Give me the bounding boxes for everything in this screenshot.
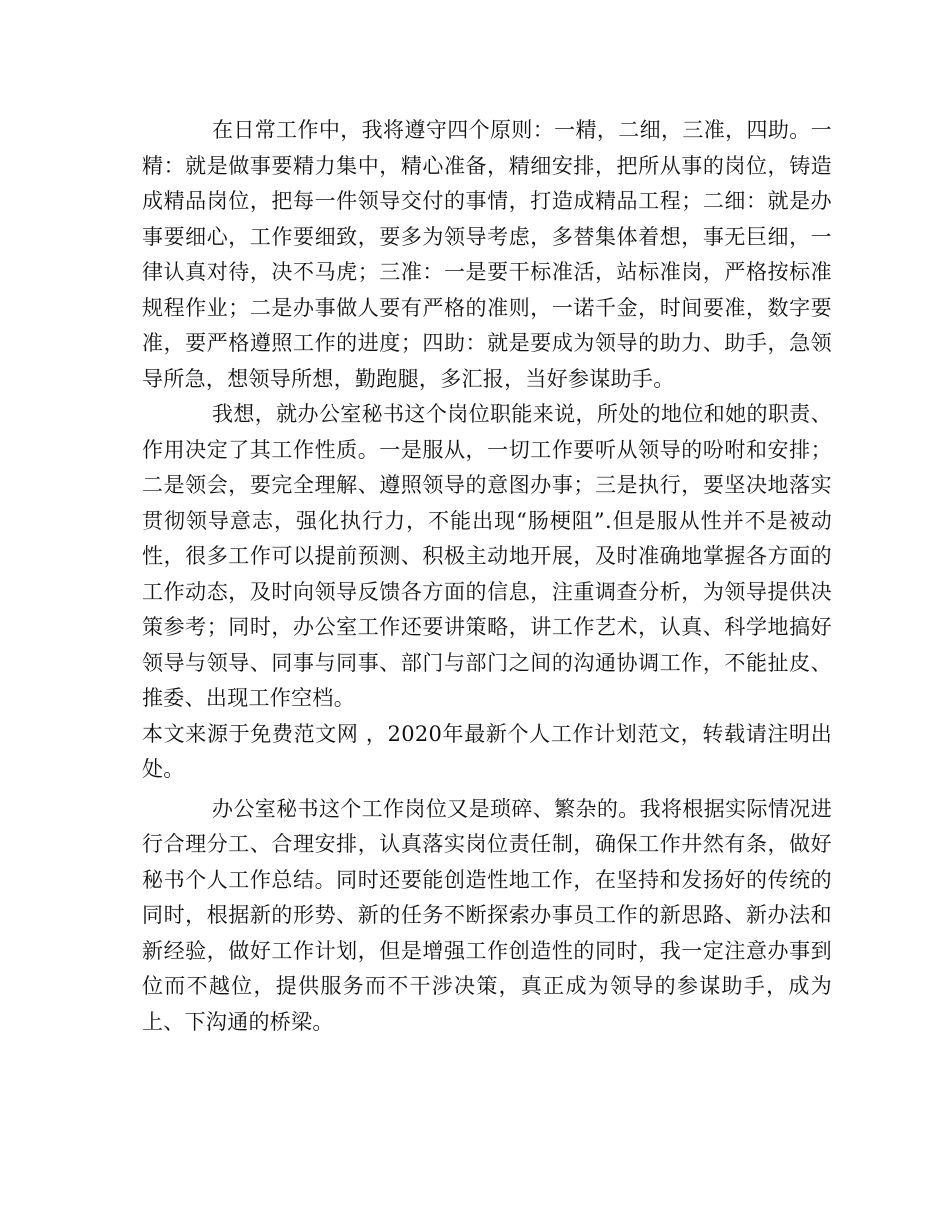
- document-body: [142, 113, 832, 1040]
- paragraph-work-arrangement: 办公室秘书这个工作岗位又是琐碎、繁杂的。我将根据实际情况进行合理分工、合理安排，认真落实岗位责任制，确保工作井然有条，做好秘书个人工作总结。同时还要能创造性地工作，在坚持和发扬好的传统的同时，根据新的形势、新的任务不断探索办事员工作的新思路、新办法和新经验，做好工作计划，但是增强工作创造性的同时，我一定注意办事到位而不越位，提供服务而不干涉决策，真正成为领导的参谋助手，成为上、下沟通的桥梁。: [142, 796, 832, 1034]
- paragraph-four-principles: 在日常工作中，我将遵守四个原则：一精，二细，三准，四助。一精：就是做事要精力集中，精心准备，精细安排，把所从事的岗位，铸造成精品岗位，把每一件领导交付的事情，打造成精品工程；二细：就是办事要细心，工作要细致，要多为领导考虑，多替集体着想，事无巨细，一律认真对待，决不马虎；三准：一是要干标准活，站标准岗，严格按标准规程作业；二是办事做人要有严格的准则，一诺千金，时间要准，数字要准，要严格遵照工作的进度；四助：就是要成为领导的助力、助手，急领导所急，想领导所想，勤跑腿，多汇报，当好参谋助手。: [142, 118, 832, 391]
- source-note: 本文来源于免费范文网 ，2020年最新个人工作计划范文，转载请注明出处。: [142, 721, 832, 781]
- paragraph-secretary-role: 我想，就办公室秘书这个岗位职能来说，所处的地位和她的职责、作用决定了其工作性质。一是服从，一切工作要听从领导的吩咐和安排；二是领会，要完全理解、遵照领导的意图办事；三是执行，要坚决地落实贯彻领导意志，强化执行力，不能出现“肠梗阻”.但是服从性并不是被动性，很多工作可以提前预测、积极主动地开展，及时准确地掌握各方面的工作动态，及时向领导反馈各方面的信息，注重调查分析，为领导提供决策参考；同时，办公室工作还要讲策略，讲工作艺术，认真、科学地搞好领导与领导、同事与同事、部门与部门之间的沟通协调工作，不能扯皮、推委、出现工作空档。: [142, 402, 832, 710]
